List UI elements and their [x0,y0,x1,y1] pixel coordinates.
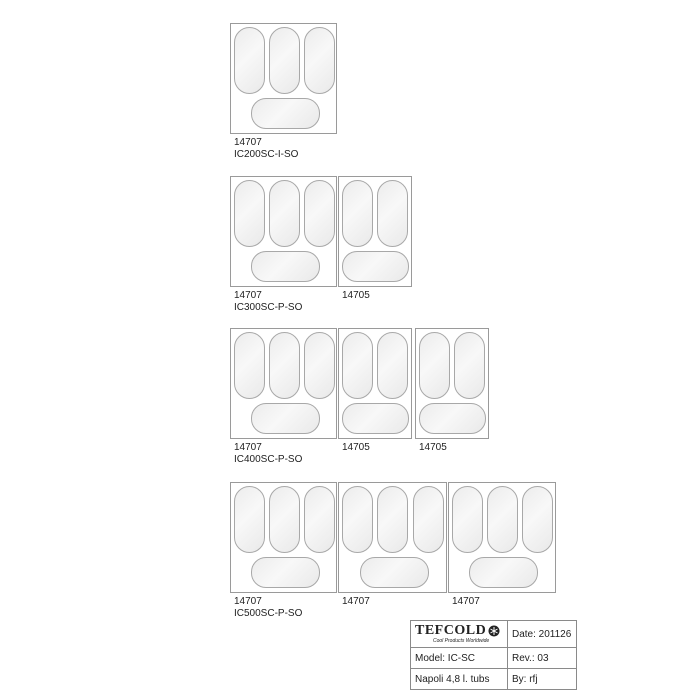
vertical-tub [342,332,373,399]
tefcold-logo [415,624,503,644]
date-cell: Date: 201126 [508,621,577,648]
vertical-tub [234,486,265,553]
vertical-tub [487,486,518,553]
model-label: IC300SC-P-SO [234,302,303,313]
unit-frame-14707 [448,482,556,593]
vertical-tub [522,486,553,553]
unit-code: 14707 [452,596,480,607]
horizontal-tub [251,557,320,588]
vertical-tub [269,486,300,553]
vertical-tub [413,486,444,553]
vertical-tub [377,486,408,553]
unit-code: 14707 [234,596,262,607]
horizontal-tub [251,251,320,282]
horizontal-tub [469,557,538,588]
unit-frame-14707 [338,482,447,593]
unit-frame-14705 [338,176,412,287]
unit-code: 14705 [342,442,370,453]
vertical-tub [269,180,300,247]
vertical-tub [377,180,408,247]
unit-code: 14707 [234,137,262,148]
horizontal-tub [342,403,409,434]
brand-logo-cell [411,621,508,648]
author-cell: By: rfj [508,669,577,690]
vertical-tub [234,27,265,94]
revision-cell: Rev.: 03 [508,648,577,669]
vertical-tub [234,180,265,247]
unit-code: 14707 [342,596,370,607]
brand-name: TEFCOLD [415,623,487,638]
vertical-tub [454,332,485,399]
vertical-tub [269,27,300,94]
vertical-tub [304,486,335,553]
model-label: IC200SC-I-SO [234,149,299,160]
horizontal-tub [251,98,320,129]
unit-code: 14705 [419,442,447,453]
brand-slogan: Cool Products Worldwide [433,638,490,644]
horizontal-tub [419,403,486,434]
unit-frame-14707 [230,23,337,134]
unit-code: 14707 [234,442,262,453]
vertical-tub [304,27,335,94]
unit-frame-14707 [230,176,337,287]
unit-frame-14705 [338,328,412,439]
vertical-tub [342,486,373,553]
unit-frame-14705 [415,328,489,439]
model-label: IC500SC-P-SO [234,608,303,619]
horizontal-tub [251,403,320,434]
vertical-tub [419,332,450,399]
unit-code: 14705 [342,290,370,301]
vertical-tub [234,332,265,399]
description-cell: Napoli 4,8 l. tubs [411,669,508,690]
vertical-tub [269,332,300,399]
title-block [410,620,577,690]
model-label: IC400SC-P-SO [234,454,303,465]
vertical-tub [452,486,483,553]
model-cell: Model: IC-SC [411,648,508,669]
unit-frame-14707 [230,482,337,593]
snowflake-icon [488,625,500,637]
vertical-tub [342,180,373,247]
vertical-tub [377,332,408,399]
unit-frame-14707 [230,328,337,439]
vertical-tub [304,332,335,399]
horizontal-tub [360,557,429,588]
unit-code: 14707 [234,290,262,301]
vertical-tub [304,180,335,247]
horizontal-tub [342,251,409,282]
